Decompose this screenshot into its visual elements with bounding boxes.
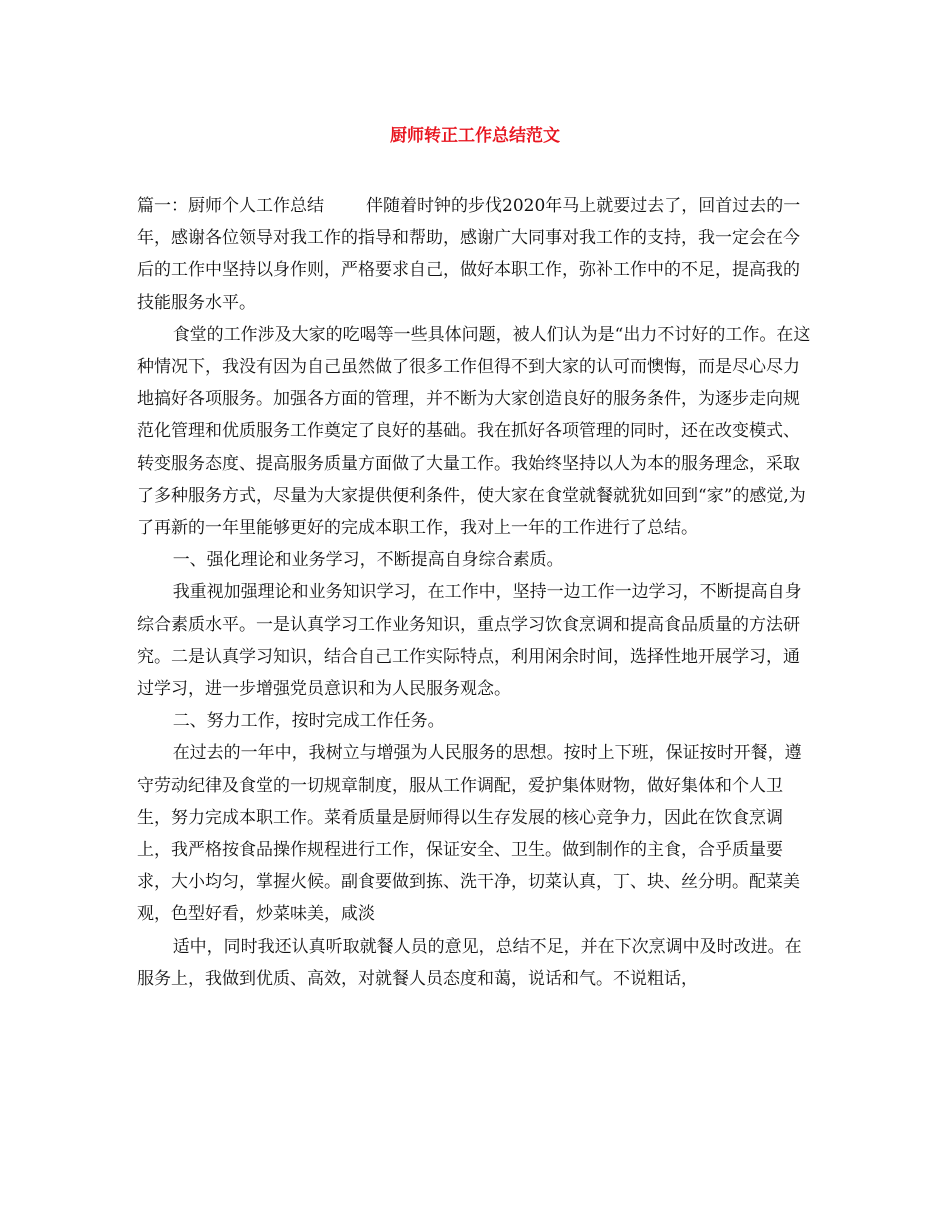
- section-heading-2: 二、努力工作，按时完成工作任务。: [172, 711, 445, 732]
- paragraph: 食堂的工作涉及大家的吃喝等一些具体问题，被人们认为是“出力不讨好的工作。在这种情况下，我没有因为自己虽然做了很多工作但得不到大家的认可而懊悔，而是尽心尽力地搞好各项服务。加强各方面的管理，并不断为大家创造良好的服务条件，为逐步走向规范化管理和优质服务工作奠定了良好的基础。我在抓好各项管理的同时，还在改变模式、转变服务态度、提高服务质量方面做了大量工作。我始终坚持以人为本的服务理念，采取了多种服务方式，尽量为大家提供便利条件，使大家在食堂就餐就犹如回到“家”的感觉,为了再新的一年里能够更好的完成本职工作，我对上一年的工作进行了总结。: [137, 324, 811, 539]
- paragraph: 我重视加强理论和业务知识学习，在工作中，坚持一边工作一边学习，不断提高自身综合素质水平。一是认真学习工作业务知识，重点学习饮食烹调和提高食品质量的方法研究。二是认真学习知识，结合自己工作实际特点，利用闲余时间，选择性地开展学习，通过学习，进一步增强党员意识和为人民服务观念。: [137, 582, 802, 700]
- document-title: 厨师转正工作总结范文: [390, 126, 560, 146]
- paragraph: 在过去的一年中，我树立与增强为人民服务的思想。按时上下班，保证按时开餐，遵守劳动纪律及食堂的一切规章制度，服从工作调配，爱护集体财物，做好集体和个人卫生，努力完成本职工作。菜肴质量是厨师得以生存发展的核心竞争力，因此在饮食烹调上，我严格按食品操作规程进行工作，保证安全、卫生。做到制作的主食，合乎质量要求，大小均匀，掌握火候。副食要做到拣、洗干净，切菜认真，丁、块、丝分明。配菜美观，色型好看，炒菜味美，咸淡: [137, 743, 802, 925]
- intro-heading: 篇一：厨师个人工作总结: [137, 196, 324, 216]
- section-heading-1: 一、强化理论和业务学习，不断提高自身综合素质。: [172, 550, 564, 571]
- paragraph: 适中，同时我还认真听取就餐人员的意见，总结不足，并在下次烹调中及时改进。在服务上，我做到优质、高效，对就餐人员态度和蔼，说话和气。不说粗话，: [137, 936, 802, 989]
- paragraph-text: 伴随着时钟的步伐2020年马上就要过去了，回首过去的一年，感谢各位领导对我工作的指导和帮助，感谢广大同事对我工作的支持，我一定会在今后的工作中坚持以身作则，严格要求自己，做好本职工作，弥补工作中的不足，提高我的技能服务水平。: [137, 196, 801, 313]
- document-body: [137, 190, 813, 995]
- paragraph-intro: [137, 190, 813, 319]
